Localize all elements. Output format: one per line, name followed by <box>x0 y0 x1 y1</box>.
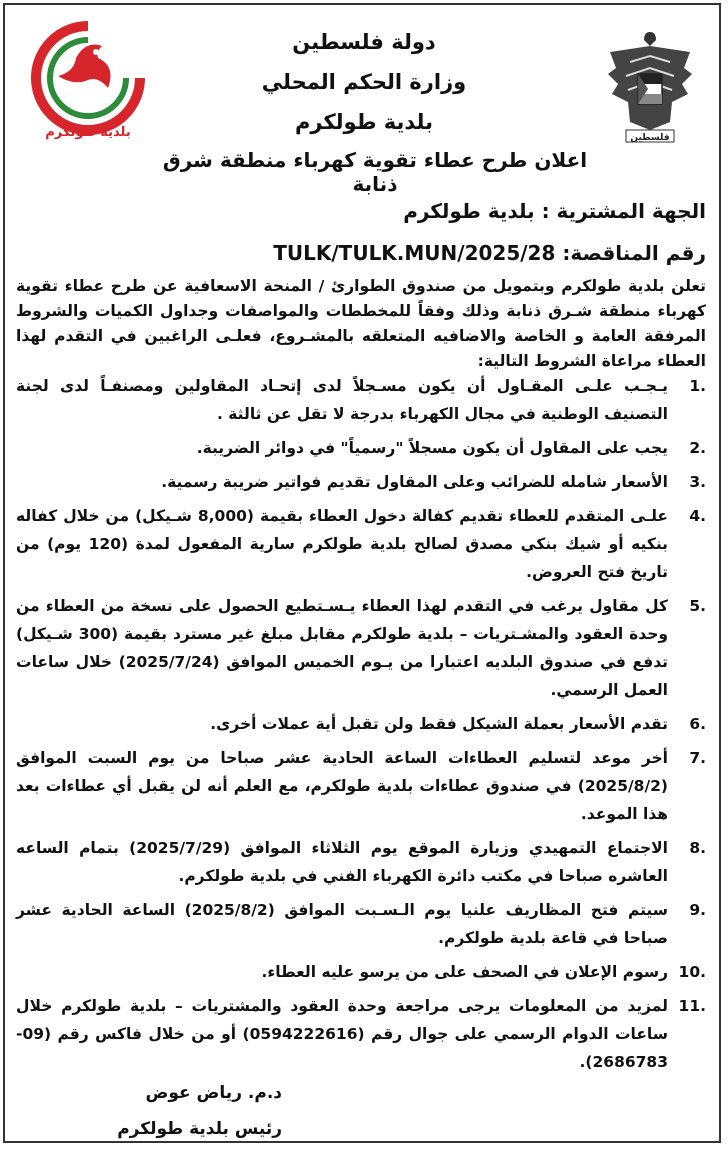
list-item <box>16 502 710 586</box>
item-text: يجب على المقاول أن يكون مسجلاً "رسمياً" في دوائر الضريبة. <box>196 439 668 457</box>
header-lines <box>200 22 528 142</box>
item-number: 6. <box>689 715 706 733</box>
tender-number-label: رقم المناقصة: <box>562 241 706 265</box>
item-number: 1. <box>689 377 706 395</box>
list-item <box>16 958 710 986</box>
signatory-role: رئيس بلدية طولكرم <box>117 1119 282 1139</box>
item-number: 3. <box>689 473 706 491</box>
left-logo-caption: بلدية طولكرم <box>45 125 131 140</box>
emblem-caption: فلسطين <box>630 133 670 143</box>
item-text: يـجـب علـى المقـاول أن يكون مسـجلاً لدى إتحـاد المقاولين ومصنفـاً لدى لجنة التصنيف الوطنية في مجال الكهرباء بدرجة لا تقل عن ثالثة . <box>16 377 668 423</box>
item-number: 7. <box>689 749 706 767</box>
palestine-eagle-emblem <box>600 22 700 157</box>
list-item <box>16 434 710 462</box>
item-text: أخر موعد لتسليم العطاءات الساعة الحادية عشر صباحا من يوم السبت الموافق (2025/8/2) في صندوق عطاءات بلدية طولكرم، مع العلم أنه لن يقبل أي عطاءات بعد هذا الموعد. <box>16 749 668 823</box>
item-text: الاجتماع التمهيدي وزيارة الموقع يوم الثلاثاء الموافق (2025/7/29) بتمام الساعه العاشره صباحا في مكتب دائرة الكهرباء الفني في بلدية طولكرم. <box>16 839 668 885</box>
list-item <box>16 896 710 952</box>
signature-block <box>22 1075 282 1147</box>
tender-number: TULK/TULK.MUN/2025/28 <box>273 241 556 265</box>
item-text: كل مقاول يرغب في التقدم لهذا العطاء يـسـتطيع الحصول على نسخة من العطاء من وحدة العقود والمشـتريات – بلدية طولكرم مقابل مبلغ غير مسترد بقيمة (300 شـيكل) تدفع في صندوق البلديه اعتبارا من يـوم الخميس الموافق (2025/7/24) خلال ساعات العمل الرسمي. <box>16 597 669 699</box>
list-item <box>16 592 710 704</box>
item-number: 2. <box>689 439 706 457</box>
conditions-list <box>16 372 710 1082</box>
item-text: الأسعار شامله للضرائب وعلى المقاول تقديم فواتير ضريبة رسمية. <box>161 473 668 491</box>
tulkarm-municipality-logo <box>18 18 158 143</box>
state-name: دولة فلسطين <box>292 30 436 54</box>
tender-number-line <box>16 232 706 274</box>
item-text: علـى المتقدم للعطاء تقديم كفالة دخول العطاء بقيمة (8,000 شـيكل) من خلال كفاله بنكيه أو شيك بنكي مصدق لصالح بلدية طولكرم سارية المفعول لمدة (120 يوم) من تاريخ فتح العروض. <box>16 507 669 581</box>
item-number: 11. <box>678 997 706 1015</box>
list-item <box>16 710 710 738</box>
list-item <box>16 468 710 496</box>
item-number: 4. <box>689 507 706 525</box>
municipality-name: بلدية طولكرم <box>294 110 434 134</box>
purchaser-line: الجهة المشترية : بلدية طولكرم <box>403 199 706 223</box>
signatory-name: د.م. رياض عوض <box>145 1083 282 1103</box>
item-number: 8. <box>689 839 706 857</box>
list-item <box>16 744 710 828</box>
item-number: 9. <box>689 901 706 919</box>
intro-paragraph: تعلن بلدية طولكرم وبتمويل من صندوق الطوارئ / المنحة الاسعافية عن طرح عطاء تقوية كهرباء منطقة شـرق ذنابة وذلك وفقاً للمخططات والمواصفات وجداول الكميات والشروط المرفقة العامة و الخاصة والاضافيه المتعلقه بالمشـروع، فعلـى الراغبين في التقدم لهذا العطاء مراعاة الشروط التالية: <box>16 277 706 370</box>
list-item <box>16 372 710 428</box>
announcement-title: اعلان طرح عطاء تقوية كهرباء منطقة شرق ذنابة <box>162 148 588 196</box>
item-text: لمزيد من المعلومات يرجى مراجعة وحدة العقود والمشتريات – بلدية طولكرم خلال ساعات الدوام الرسمي على جوال رقم (0594222616) أو من خلال فاكس رقم (09-2686783). <box>16 997 668 1071</box>
item-text: سيتم فتح المظاريف علنيا يوم الـسـبت الموافق (2025/8/2) الساعة الحادية عشر صباحا في قاعة بلدية طولكرم. <box>16 901 668 947</box>
item-text: رسوم الإعلان في الصحف على من يرسو عليه العطاء. <box>261 963 668 981</box>
list-item <box>16 834 710 890</box>
ministry-name: وزارة الحكم المحلي <box>261 70 467 94</box>
item-number: 10. <box>678 963 706 981</box>
tender-meta <box>16 190 706 274</box>
item-text: تقدم الأسعار بعملة الشيكل فقط ولن تقبل أية عملات أخرى. <box>210 715 668 733</box>
list-item <box>16 992 710 1076</box>
item-number: 5. <box>689 597 706 615</box>
